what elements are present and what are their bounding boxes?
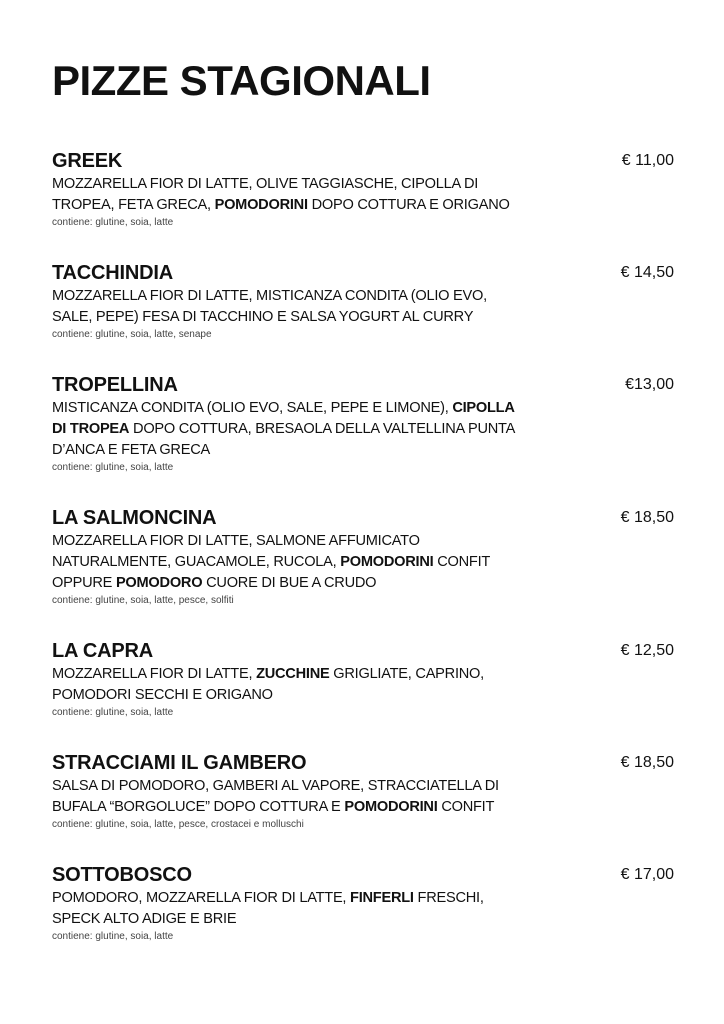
item-price: € 14,50 xyxy=(620,264,674,281)
description-text: POMODORO, MOZZARELLA FIOR DI LATTE, xyxy=(52,890,351,906)
highlighted-ingredient: FINFERLI xyxy=(350,890,414,906)
menu-item xyxy=(52,750,674,832)
item-name: STRACCIAMI IL GAMBERO xyxy=(52,752,307,774)
item-allergens: contiene: glutine, soia, latte xyxy=(52,931,174,942)
item-price: € 18,50 xyxy=(620,754,674,771)
description-text: MOZZARELLA FIOR DI LATTE, MISTICANZA CONDITA (OLIO EVO, xyxy=(52,288,487,304)
highlighted-ingredient: POMODORINI xyxy=(340,554,434,570)
description-text: OPPURE xyxy=(52,575,116,591)
highlighted-ingredient: POMODORINI xyxy=(344,799,438,815)
item-price: € 11,00 xyxy=(621,152,674,169)
highlighted-ingredient: ZUCCHINE xyxy=(256,666,330,682)
item-name: TACCHINDIA xyxy=(52,262,173,284)
description-text: SALE, PEPE) FESA DI TACCHINO E SALSA YOGURT AL CURRY xyxy=(52,309,474,325)
item-name: LA CAPRA xyxy=(52,640,153,662)
item-description-line xyxy=(52,552,674,573)
menu-item xyxy=(52,372,674,475)
item-description-line xyxy=(52,685,674,706)
menu-item xyxy=(52,638,674,720)
item-description-line xyxy=(52,440,674,461)
description-text: NATURALMENTE, GUACAMOLE, RUCOLA, xyxy=(52,554,341,570)
item-description-line xyxy=(52,419,674,440)
item-description-line xyxy=(52,398,674,419)
description-text: CONFIT xyxy=(433,554,491,570)
description-text: MOZZARELLA FIOR DI LATTE, SALMONE AFFUMICATO xyxy=(52,533,420,549)
page-title: PIZZE STAGIONALI xyxy=(52,57,431,104)
highlighted-ingredient: DI TROPEA xyxy=(52,421,130,437)
menu-item xyxy=(52,148,674,230)
menu-item xyxy=(52,862,674,944)
description-text: D’ANCA E FETA GRECA xyxy=(52,442,210,458)
item-price: € 17,00 xyxy=(620,866,674,883)
item-allergens: contiene: glutine, soia, latte xyxy=(52,707,174,718)
item-allergens: contiene: glutine, soia, latte xyxy=(52,462,174,473)
description-text: GRIGLIATE, CAPRINO, xyxy=(329,666,484,682)
item-description-line xyxy=(52,664,674,685)
item-description-line xyxy=(52,286,674,307)
menu-list xyxy=(52,148,674,974)
highlighted-ingredient: CIPOLLA xyxy=(452,400,515,416)
item-description-line xyxy=(52,797,674,818)
highlighted-ingredient: POMODORINI xyxy=(214,197,308,213)
item-price: € 18,50 xyxy=(620,509,674,526)
item-allergens: contiene: glutine, soia, latte, pesce, crostacei e molluschi xyxy=(52,819,304,830)
item-description-line xyxy=(52,888,674,909)
item-name: LA SALMONCINA xyxy=(52,507,217,529)
item-price: € 12,50 xyxy=(620,642,674,659)
item-name: TROPELLINA xyxy=(52,374,178,396)
item-name: SOTTOBOSCO xyxy=(52,864,192,886)
description-text: MISTICANZA CONDITA (OLIO EVO, SALE, PEPE E LIMONE), xyxy=(52,400,453,416)
menu-item xyxy=(52,260,674,342)
highlighted-ingredient: POMODORO xyxy=(115,575,203,591)
item-name: GREEK xyxy=(52,150,123,172)
item-allergens: contiene: glutine, soia, latte, pesce, solfiti xyxy=(52,595,234,606)
description-text: TROPEA, FETA GRECA, xyxy=(52,197,215,213)
item-description-line xyxy=(52,573,674,594)
menu-item xyxy=(52,505,674,608)
description-text: SPECK ALTO ADIGE E BRIE xyxy=(52,911,237,927)
description-text: DOPO COTTURA, BRESAOLA DELLA VALTELLINA PUNTA xyxy=(129,421,516,437)
item-allergens: contiene: glutine, soia, latte, senape xyxy=(52,329,212,340)
item-description-line xyxy=(52,531,674,552)
description-text: SALSA DI POMODORO, GAMBERI AL VAPORE, STRACCIATELLA DI xyxy=(52,778,499,794)
description-text: CONFIT xyxy=(437,799,495,815)
item-description-line xyxy=(52,909,674,930)
item-description-line xyxy=(52,776,674,797)
item-description-line xyxy=(52,195,674,216)
item-price: €13,00 xyxy=(625,376,674,393)
description-text: CUORE DI BUE A CRUDO xyxy=(202,575,377,591)
item-description-line xyxy=(52,174,674,195)
description-text: DOPO COTTURA E ORIGANO xyxy=(307,197,510,213)
item-allergens: contiene: glutine, soia, latte xyxy=(52,217,174,228)
description-text: BUFALA “BORGOLUCE” DOPO COTTURA E xyxy=(52,799,345,815)
description-text: MOZZARELLA FIOR DI LATTE, OLIVE TAGGIASCHE, CIPOLLA DI xyxy=(52,176,479,192)
description-text: FRESCHI, xyxy=(413,890,484,906)
description-text: POMODORI SECCHI E ORIGANO xyxy=(52,687,273,703)
item-description-line xyxy=(52,307,674,328)
description-text: MOZZARELLA FIOR DI LATTE, xyxy=(52,666,257,682)
